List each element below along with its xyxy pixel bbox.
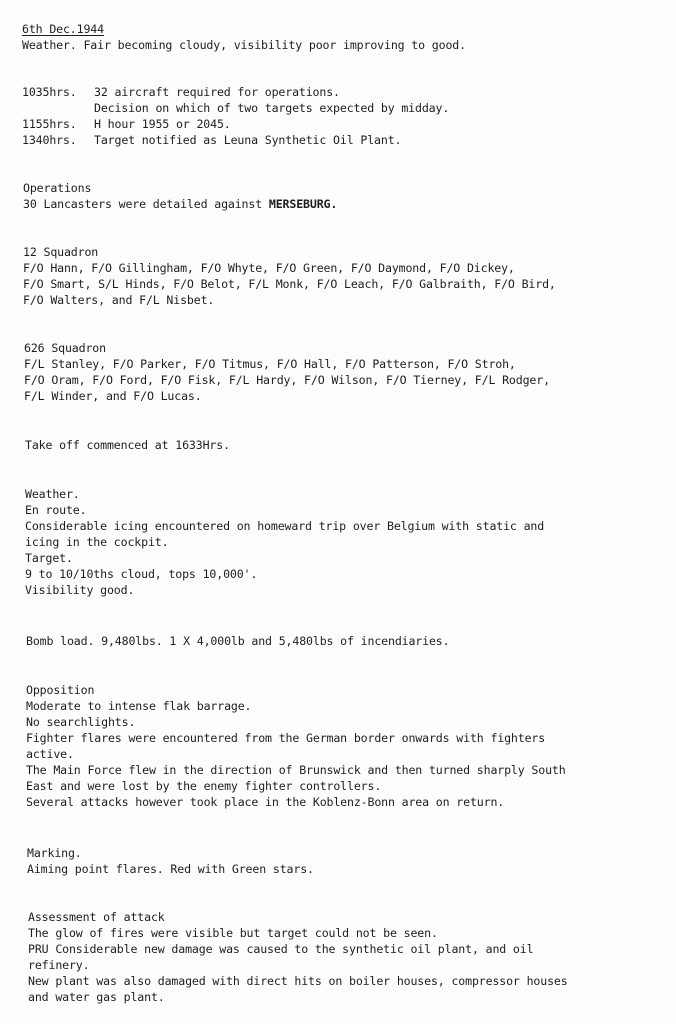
weather-line: Visibility good. (25, 583, 135, 597)
operations-heading: Operations (23, 181, 92, 195)
assessment-line: New plant was also damaged with direct hits on boiler houses, compressor houses (28, 974, 568, 988)
squadron-626-crew-line: F/L Stanley, F/O Parker, F/O Titmus, F/O Hall, F/O Patterson, F/O Stroh, (24, 357, 516, 371)
opposition-line: The Main Force flew in the direction of Brunswick and then turned sharply South (26, 763, 566, 777)
assessment-line: PRU Considerable new damage was caused to the synthetic oil plant, and oil (28, 942, 534, 956)
marking-line: Aiming point flares. Red with Green stars. (27, 862, 314, 876)
weather-line: Target. (25, 551, 73, 565)
assessment-line: refinery. (28, 958, 90, 972)
weather-summary: Weather. Fair becoming cloudy, visibility poor improving to good. (22, 38, 466, 52)
squadron-626-heading: 626 Squadron (24, 341, 106, 355)
weather-heading: Weather. (25, 487, 80, 501)
operations-text-prefix: 30 Lancasters were detailed against (23, 197, 269, 211)
squadron-12-crew-line: F/O Walters, and F/L Nisbet. (23, 293, 215, 307)
opposition-line: No searchlights. (26, 715, 136, 729)
bomb-load-line: Bomb load. 9,480lbs. 1 X 4,000lb and 5,480lbs of incendiaries. (26, 634, 450, 648)
takeoff-line: Take off commenced at 1633Hrs. (25, 438, 230, 452)
squadron-12-crew-line: F/O Hann, F/O Gillingham, F/O Whyte, F/O Green, F/O Daymond, F/O Dickey, (23, 261, 515, 275)
log-text: Decision on which of two targets expected by midday. (94, 101, 450, 115)
weather-line: Considerable icing encountered on homeward trip over Belgium with static and (25, 519, 545, 533)
opposition-line: Moderate to intense flak barrage. (26, 699, 252, 713)
operations-target: MERSEBURG. (268, 197, 338, 211)
weather-line: icing in the cockpit. (25, 535, 169, 549)
log-text: 32 aircraft required for operations. (94, 85, 340, 99)
squadron-12-crew-line: F/O Smart, S/L Hinds, F/O Belot, F/L Monk, F/O Leach, F/O Galbraith, F/O Bird, (23, 277, 556, 291)
opposition-line: Several attacks however took place in the Koblenz-Bonn area on return. (26, 795, 505, 809)
log-time: 1155hrs. (22, 117, 77, 131)
squadron-626-crew-line: F/O Oram, F/O Ford, F/O Fisk, F/L Hardy, F/O Wilson, F/O Tierney, F/L Rodger, (24, 373, 550, 387)
opposition-line: active. (26, 747, 74, 761)
assessment-line: and water gas plant. (28, 990, 165, 1004)
opposition-line: Fighter flares were encountered from the German border onwards with fighters (26, 731, 546, 745)
weather-line: En route. (25, 503, 87, 517)
squadron-12-heading: 12 Squadron (23, 245, 99, 259)
log-time: 1035hrs. (22, 85, 77, 99)
opposition-line: East and were lost by the enemy fighter controllers. (26, 779, 382, 793)
document-date: 6th Dec.1944 (22, 22, 104, 36)
log-text: H hour 1955 or 2045. (94, 117, 231, 131)
log-time: 1340hrs. (22, 133, 77, 147)
weather-line: 9 to 10/10ths cloud, tops 10,000'. (25, 567, 258, 581)
marking-heading: Marking. (27, 846, 82, 860)
squadron-626-crew-line: F/L Winder, and F/O Lucas. (24, 389, 202, 403)
operations-text (23, 196, 337, 212)
assessment-heading: Assessment of attack (28, 910, 165, 924)
log-text: Target notified as Leuna Synthetic Oil Plant. (94, 133, 402, 147)
assessment-line: The glow of fires were visible but target could not be seen. (28, 926, 438, 940)
opposition-heading: Opposition (26, 683, 95, 697)
